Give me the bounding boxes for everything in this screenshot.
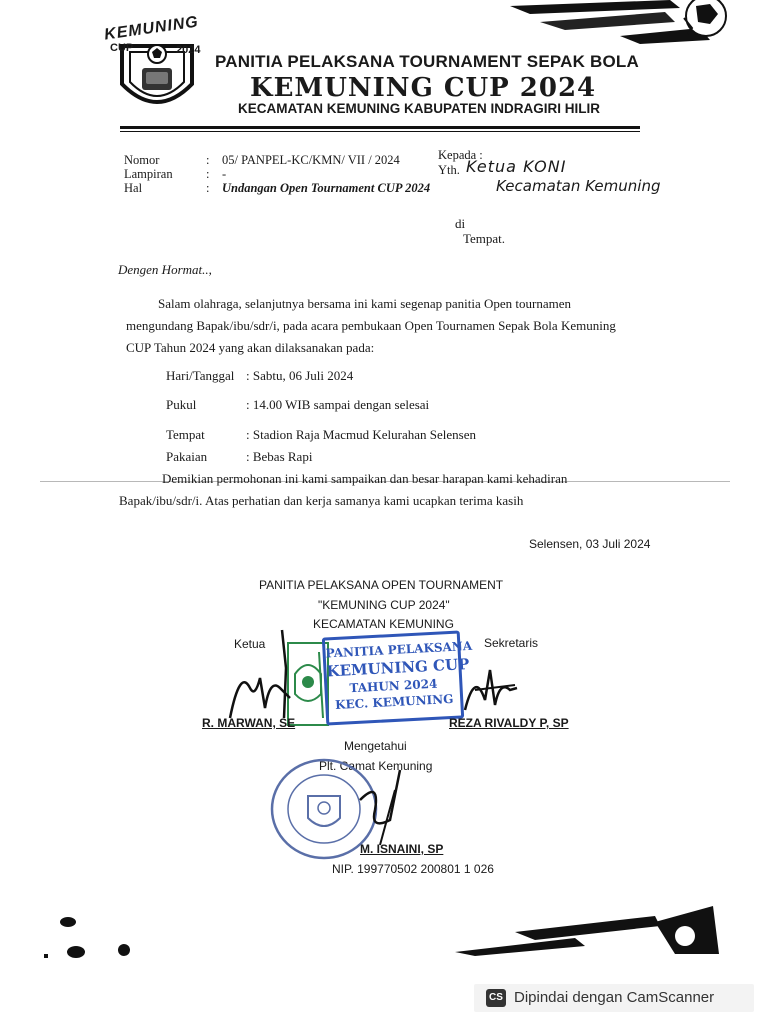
sekretaris-name: REZA RIVALDY P, SP	[449, 716, 569, 730]
hal-label: Hal	[124, 181, 143, 195]
closing-line1: Demikian permohonan ini kami sampaikan dan besar harapan kami kehadiran	[162, 471, 568, 486]
stamp-line2: KEMUNING CUP	[326, 654, 470, 681]
header-title: KEMUNING CUP 2024	[250, 73, 597, 103]
place-date: Selensen, 03 Juli 2024	[529, 537, 651, 551]
header-rule-thin	[120, 131, 640, 132]
footer-football-decoration-left	[40, 912, 140, 962]
footer-football-decoration-right	[455, 902, 723, 958]
header-line1: PANITIA PELAKSANA TOURNAMENT SEPAK BOLA	[215, 52, 639, 71]
handwritten-recipient-line1: Ketua KONI	[466, 157, 567, 176]
di-label: di	[455, 216, 466, 231]
detail-label-hari: Hari/Tanggal	[166, 368, 235, 383]
stamp-line3: TAHUN 2024	[349, 676, 438, 696]
detail-value-tempat: : Stadion Raja Macmud Kelurahan Selensen	[246, 427, 476, 442]
stamp-line1: PANITIA PELAKSANA	[325, 638, 473, 661]
para1-line2: mengundang Bapak/ibu/sdr/i, pada acara pembukaan Open Tournamen Sepak Bola Kemuning	[126, 318, 616, 333]
lampiran-colon: :	[206, 167, 210, 181]
logo-text-year: 2024	[176, 44, 201, 56]
camat-name: M. ISNAINI, SP	[360, 842, 444, 856]
nomor-value: 05/ PANPEL-KC/KMN/ VII / 2024	[222, 153, 400, 167]
detail-label-pukul: Pukul	[166, 397, 197, 412]
org-line2: "KEMUNING CUP 2024"	[318, 598, 450, 612]
camscanner-badge	[474, 984, 754, 1012]
org-line3: KECAMATAN KEMUNING	[313, 617, 454, 631]
para1-line1: Salam olahraga, selanjutnya bersama ini kami segenap panitia Open tournamen	[158, 296, 571, 311]
lampiran-label: Lampiran	[124, 167, 173, 181]
stamp-line4: KEC. KEMUNING	[334, 691, 454, 713]
camscanner-text: Dipindai dengan CamScanner	[514, 989, 715, 1006]
greeting: Dengen Hormat..,	[118, 262, 212, 277]
committee-stamp	[322, 630, 473, 725]
hal-value: Undangan Open Tournament CUP 2024	[222, 181, 431, 195]
yth-label: Yth.	[438, 163, 460, 177]
sekretaris-signature	[455, 660, 525, 720]
ketua-signature	[220, 628, 300, 728]
logo-text-top: KEMUNING	[103, 13, 200, 44]
hal-colon: :	[206, 181, 210, 195]
kepada-label: Kepada :	[438, 148, 483, 162]
camscanner-logo-icon: CS	[486, 989, 506, 1007]
plt-camat-label: Plt. Camat Kemuning	[319, 759, 433, 773]
mengetahui-label: Mengetahui	[344, 739, 407, 753]
ketua-name: R. MARWAN, SE	[202, 716, 296, 730]
detail-label-pakaian: Pakaian	[166, 449, 208, 464]
kemuning-cup-logo	[100, 12, 215, 124]
header-football-decoration	[470, 0, 730, 60]
logo-text-cup: CUP	[110, 42, 134, 54]
nomor-label: Nomor	[124, 153, 160, 167]
org-line1: PANITIA PELAKSANA OPEN TOURNAMENT	[259, 578, 504, 592]
handwritten-recipient-line2: Kecamatan Kemuning	[496, 177, 661, 195]
detail-value-hari: : Sabtu, 06 Juli 2024	[246, 368, 354, 383]
header-line3: KECAMATAN KEMUNING KABUPATEN INDRAGIRI HILIR	[238, 101, 600, 116]
tempat-label: Tempat.	[463, 231, 506, 246]
camat-signature	[350, 760, 420, 850]
detail-label-tempat: Tempat	[166, 427, 205, 442]
ketua-label: Ketua	[234, 637, 266, 651]
nomor-colon: :	[206, 153, 210, 167]
lampiran-value: -	[222, 167, 227, 181]
sekretaris-label: Sekretaris	[484, 636, 539, 650]
header-rule-thick	[120, 126, 640, 129]
para1-line3: CUP Tahun 2024 yang akan dilaksanakan pada:	[126, 340, 375, 355]
closing-line2: Bapak/ibu/sdr/i. Atas perhatian dan kerja samanya kami ucapkan terima kasih	[119, 493, 524, 508]
detail-value-pukul: : 14.00 WIB sampai dengan selesai	[246, 397, 430, 412]
detail-value-pakaian: : Bebas Rapi	[246, 449, 313, 464]
camat-nip: NIP. 199770502 200801 1 026	[332, 862, 494, 876]
